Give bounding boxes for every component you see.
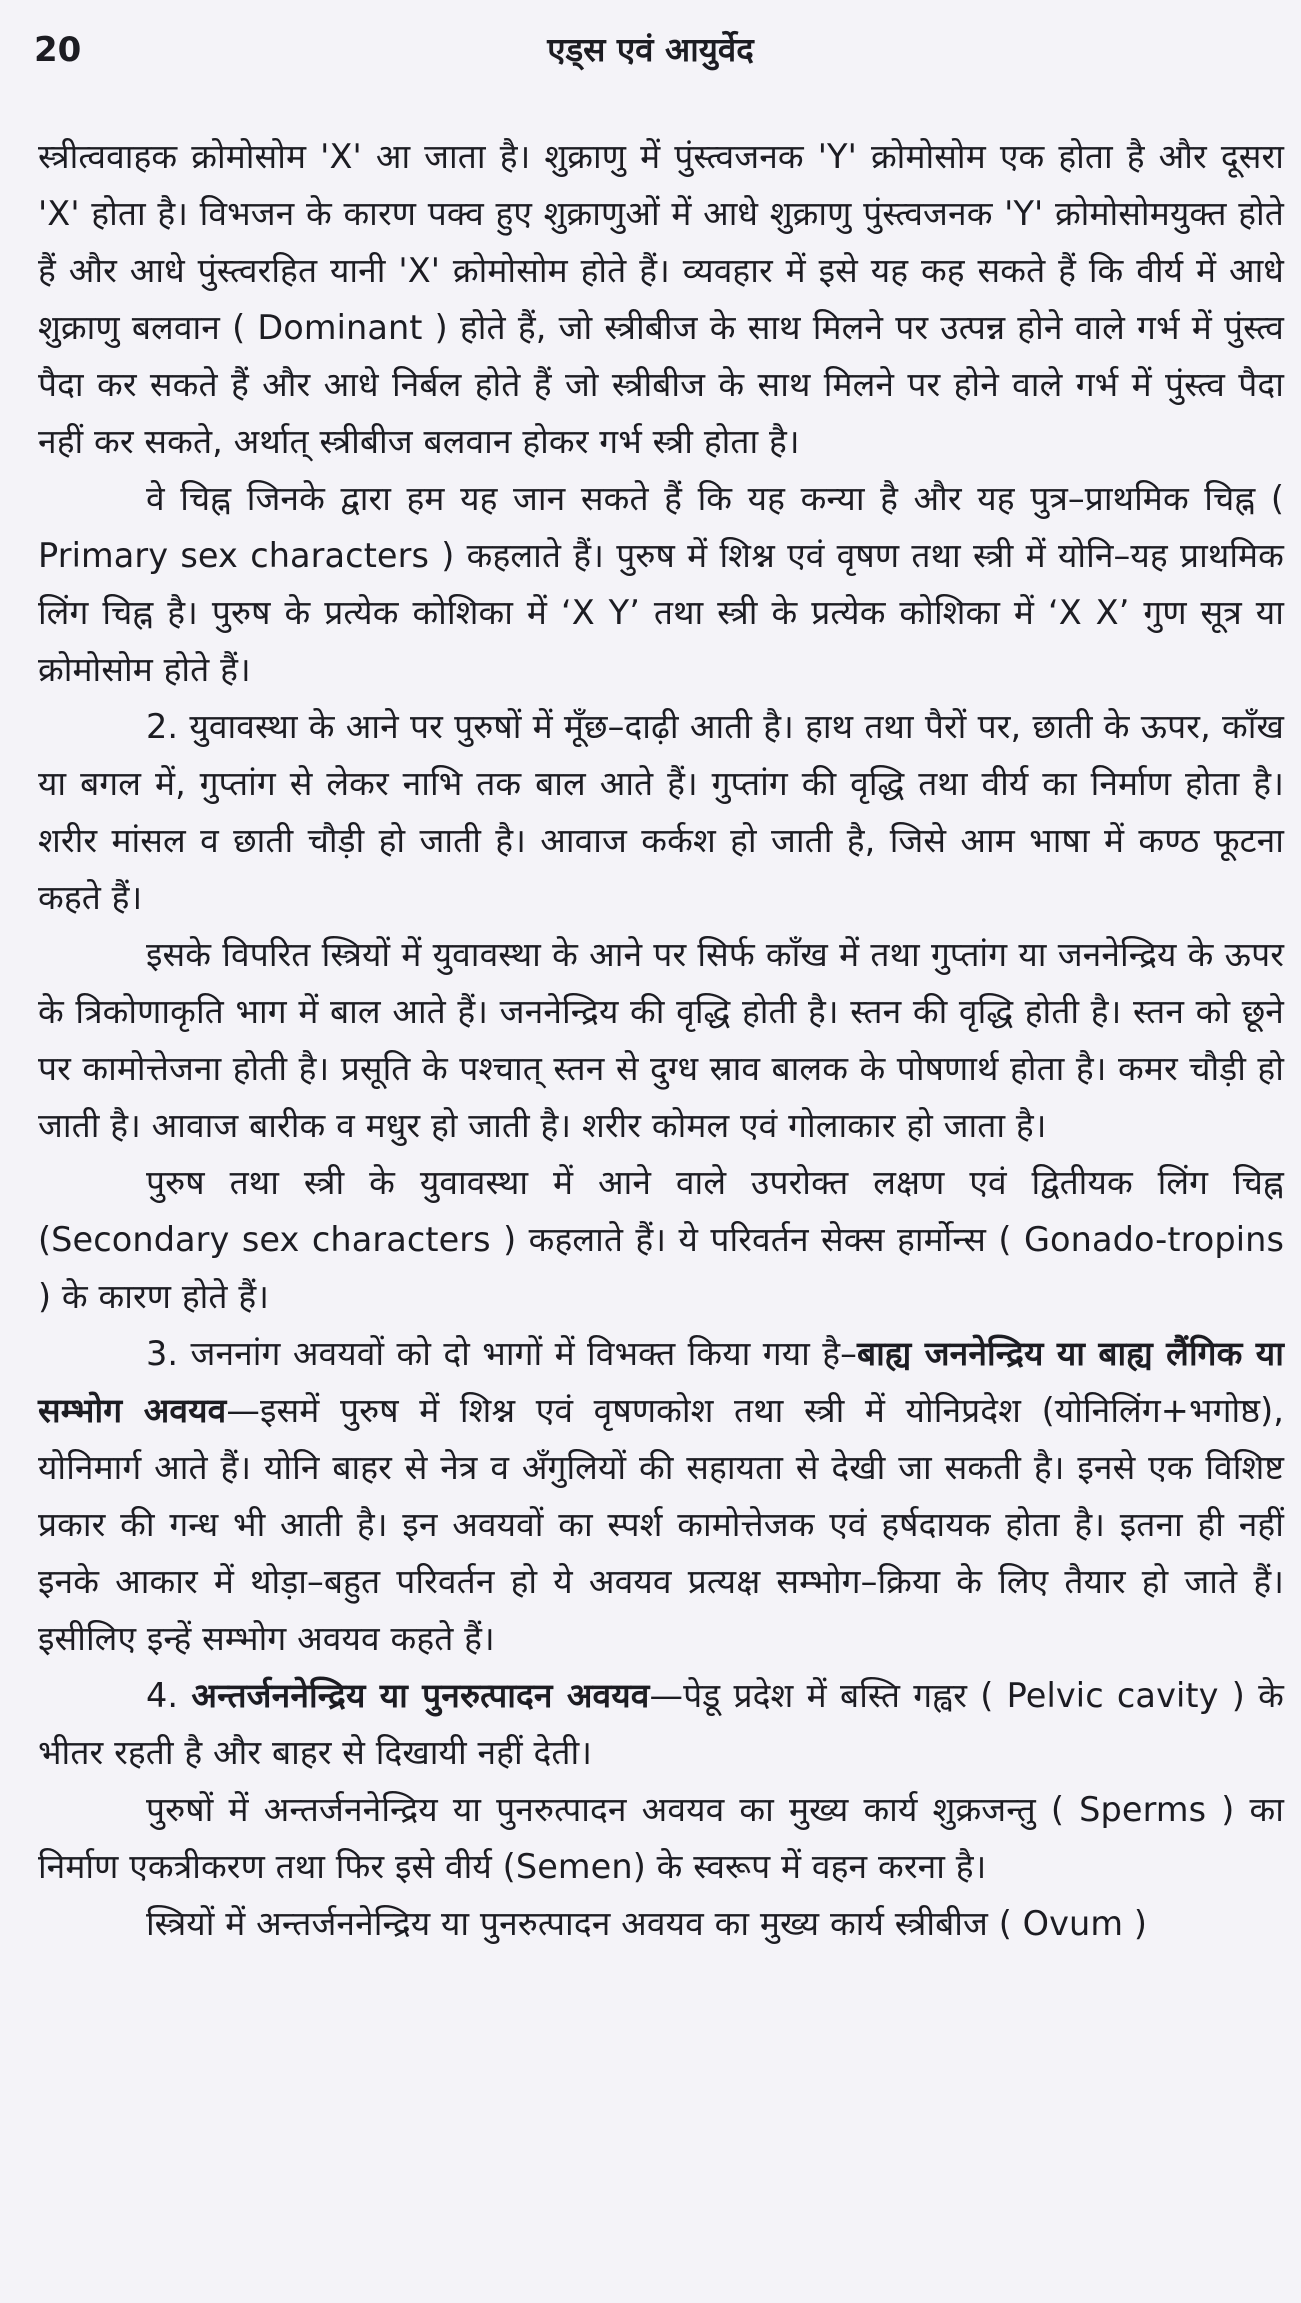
paragraph-text: —इसमें पुरुष में शिश्न एवं वृषणकोश तथा स्त्री में योनिप्रदेश (योनिलिंग+भगोष्ठ), योनिमार्ग आते हैं। योनि बाहर से नेत्र व अँगुलियों की सहायता से देखी जा सकती है। इनसे एक विशिष्ट प्रकार की गन्ध भी आती है। इन अवयवों का स्पर्श कामोत्तेजक एवं हर्षदायक होता है। इतना ही नहीं इनके आकार में थोड़ा–बहुत परिवर्तन हो ये अवयव प्रत्यक्ष सम्भोग–क्रिया के लिए तैयार हो जाते हैं। इसीलिए इन्हें सम्भोग अवयव कहते हैं। xyxy=(38,1391,1284,1658)
paragraph xyxy=(38,128,1284,470)
paragraph xyxy=(38,1781,1284,1895)
paragraph xyxy=(38,1895,1284,1952)
paragraph-text: वे चिह्न जिनके द्वारा हम यह जान सकते हैं कि यह कन्या है और यह पुत्र–प्राथमिक चिह्न ( Primary sex characters ) कहलाते हैं। पुरुष में शिश्न एवं वृषण तथा स्त्री में योनि–यह प्राथमिक लिंग चिह्न है। पुरुष के प्रत्येक कोशिका में ‘X Y’ तथा स्त्री के प्रत्येक कोशिका में ‘X X’ गुण सूत्र या क्रोमोसोम होते हैं। xyxy=(38,479,1284,689)
bold-heading-text: बाह्य जननेन्द्रिय या बाह्य लैंगिक या सम्भोग अवयव xyxy=(38,1334,1284,1430)
paragraph-text: —पेडू प्रदेश में बस्ति गह्वर ( Pelvic cavity ) के भीतर रहती है और बाहर से दिखायी नहीं देती। xyxy=(38,1676,1284,1772)
bold-heading-text: अन्तर्जननेन्द्रिय या पुनरुत्पादन अवयव xyxy=(191,1676,650,1715)
paragraph xyxy=(38,1154,1284,1325)
paragraph-text: स्त्रियों में अन्तर्जननेन्द्रिय या पुनरुत्पादन अवयव का मुख्य कार्य स्त्रीबीज ( Ovum ) xyxy=(146,1904,1148,1943)
running-title: एड्स एवं आयुर्वेद xyxy=(547,30,754,69)
paragraph xyxy=(38,1667,1284,1781)
paragraph xyxy=(38,698,1284,926)
paragraph-text: इसके विपरित स्त्रियों में युवावस्था के आने पर सिर्फ काँख में तथा गुप्तांग या जननेन्द्रिय के ऊपर के त्रिकोणाकृति भाग में बाल आते हैं। जननेन्द्रिय की वृद्धि होती है। स्तन की वृद्धि होती है। स्तन को छूने पर कामोत्तेजना होती है। प्रसूति के पश्चात् स्तन से दुग्ध स्राव बालक के पोषणार्थ होता है। कमर चौड़ी हो जाती है। आवाज बारीक व मधुर हो जाती है। शरीर कोमल एवं गोलाकार हो जाता है। xyxy=(38,935,1284,1145)
paragraph xyxy=(38,926,1284,1154)
paragraph-text: पुरुषों में अन्तर्जननेन्द्रिय या पुनरुत्पादन अवयव का मुख्य कार्य शुक्रजन्तु ( Sperms ) का निर्माण एकत्रीकरण तथा फिर इसे वीर्य (Semen) के स्वरूप में वहन करना है। xyxy=(38,1790,1284,1886)
paragraph-text: पुरुष तथा स्त्री के युवावस्था में आने वाले उपरोक्त लक्षण एवं द्वितीयक लिंग चिह्न (Secondary sex characters ) कहलाते हैं। ये परिवर्तन सेक्स हार्मोन्स ( Gonado-tropins ) के कारण होते हैं। xyxy=(38,1163,1284,1316)
page-number: 20 xyxy=(34,30,82,70)
paragraph-text: 4. xyxy=(146,1676,192,1715)
paragraph-text: स्त्रीत्ववाहक क्रोमोसोम 'X' आ जाता है। शुक्राणु में पुंस्त्वजनक 'Y' क्रोमोसोम एक होता है और दूसरा 'X' होता है। विभजन के कारण पक्व हुए शुक्राणुओं में आधे शुक्राणु पुंस्त्वजनक 'Y' क्रोमोसोमयुक्त होते हैं और आधे पुंस्त्वरहित यानी 'X' क्रोमोसोम होते हैं। व्यवहार में इसे यह कह सकते हैं कि वीर्य में आधे शुक्राणु बलवान ( Dominant ) होते हैं, जो स्त्रीबीज के साथ मिलने पर उत्पन्न होने वाले गर्भ में पुंस्त्व पैदा कर सकते हैं और आधे निर्बल होते हैं जो स्त्रीबीज के साथ मिलने पर होने वाले गर्भ में पुंस्त्व पैदा नहीं कर सकते, अर्थात् स्त्रीबीज बलवान होकर गर्भ स्त्री होता है। xyxy=(38,137,1284,461)
paragraph xyxy=(38,1325,1284,1667)
paragraph-text: 3. जननांग अवयवों को दो भागों में विभक्त किया गया है– xyxy=(146,1334,857,1373)
body-text xyxy=(38,128,1284,1952)
paragraph xyxy=(38,470,1284,698)
paragraph-text: 2. युवावस्था के आने पर पुरुषों में मूँछ–दाढ़ी आती है। हाथ तथा पैरों पर, छाती के ऊपर, काँख या बगल में, गुप्तांग से लेकर नाभि तक बाल आते हैं। गुप्तांग की वृद्धि तथा वीर्य का निर्माण होता है। शरीर मांसल व छाती चौड़ी हो जाती है। आवाज कर्कश हो जाती है, जिसे आम भाषा में कण्ठ फूटना कहते हैं। xyxy=(38,707,1284,917)
